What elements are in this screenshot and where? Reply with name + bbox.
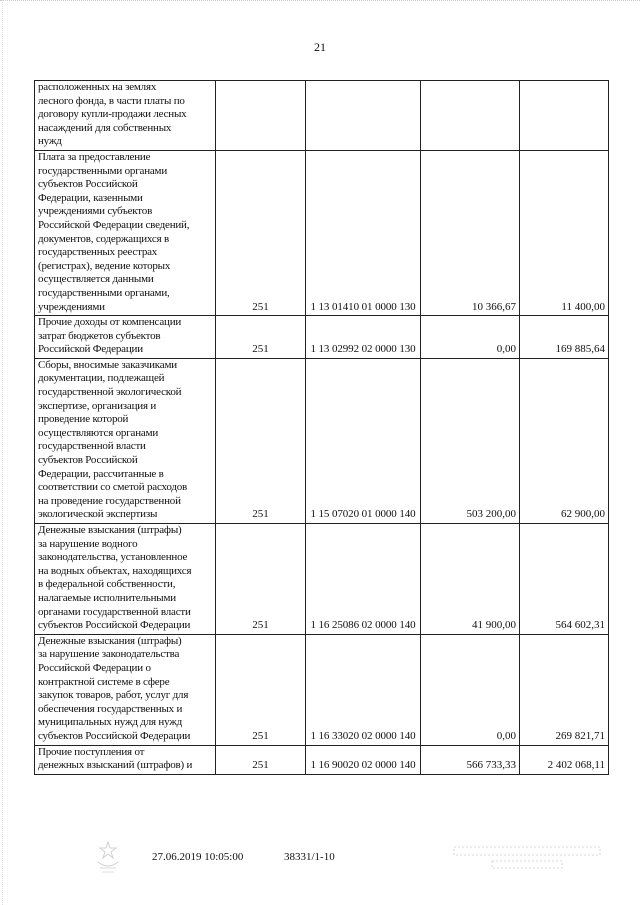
description-line: Прочие поступления от xyxy=(38,745,145,758)
description-line: Прочие доходы от компенсации xyxy=(38,316,182,329)
description-line: Российской Федерации сведений, xyxy=(38,218,190,231)
description-line: закупок товаров, работ, услуг для xyxy=(38,689,189,702)
footer-doc-number: 38331/1-10 xyxy=(284,851,335,863)
description-line: государственными органами xyxy=(38,164,168,177)
administrator-code: 251 xyxy=(216,150,306,315)
row-description xyxy=(35,358,216,523)
row-description xyxy=(35,316,216,359)
description-line: государственных реестрах xyxy=(38,246,158,259)
description-line: соответствии со сметой расходов xyxy=(38,481,188,494)
seal-logo xyxy=(94,840,122,874)
description-line: государственными органами, xyxy=(38,286,170,299)
administrator-code: 251 xyxy=(216,316,306,359)
table-row xyxy=(35,634,609,745)
description-line: государственной экологической xyxy=(38,386,182,399)
description-line: за нарушение законодательства xyxy=(38,648,180,661)
description-line: осуществляются органами xyxy=(38,426,159,439)
description-line: Плата за предоставление xyxy=(38,150,151,163)
description-line: затрат бюджетов субъектов xyxy=(38,329,161,342)
description-line: договору купли-продажи лесных xyxy=(38,108,187,121)
amount-current: 169 885,64 xyxy=(520,316,609,359)
budget-classification-code: 1 16 90020 02 0000 140 xyxy=(306,745,421,774)
description-line: осуществляется данными xyxy=(38,273,154,286)
description-line: субъектов Российской Федерации xyxy=(38,619,191,632)
footer-datetime: 27.06.2019 10:05:00 xyxy=(152,851,244,863)
description-line: субъектов Российской xyxy=(38,178,138,191)
description-line: экологической экспертизы xyxy=(38,508,158,521)
administrator-code xyxy=(216,81,306,151)
scan-left-edge xyxy=(2,0,4,905)
row-description xyxy=(35,745,216,774)
administrator-code: 251 xyxy=(216,745,306,774)
table-row xyxy=(35,316,609,359)
description-line: расположенных на землях xyxy=(38,81,157,93)
description-line: обеспечения государственных и xyxy=(38,702,183,715)
description-line: на водных объектах, находящихся xyxy=(38,564,192,577)
budget-classification-code: 1 16 25086 02 0000 140 xyxy=(306,524,421,635)
description-line: Денежные взыскания (штрафы) xyxy=(38,634,182,647)
description-line: на проведение государственной xyxy=(38,494,181,507)
description-line: Федерации, рассчитанные в xyxy=(38,467,164,480)
table-row xyxy=(35,81,609,151)
description-line: экспертизе, организация и xyxy=(38,399,157,412)
description-line: насаждений для собственных xyxy=(38,121,172,134)
amount-previous: 0,00 xyxy=(421,316,520,359)
row-description xyxy=(35,150,216,315)
description-line: Российской Федерации xyxy=(38,343,143,356)
description-line: документации, подлежащей xyxy=(38,372,165,385)
description-line: лесного фонда, в части платы по xyxy=(38,94,185,107)
amount-previous: 41 900,00 xyxy=(421,524,520,635)
row-description xyxy=(35,634,216,745)
page-number: 21 xyxy=(314,40,326,54)
description-line: за нарушение водного xyxy=(38,537,138,550)
description-line: (регистрах), ведение которых xyxy=(38,259,171,272)
description-line: нужд xyxy=(38,135,62,148)
description-line: муниципальных нужд для нужд xyxy=(38,716,183,729)
table-row xyxy=(35,150,609,315)
description-line: налагаемые исполнительными xyxy=(38,591,176,604)
watermark-stamp xyxy=(452,843,602,873)
table-row xyxy=(35,358,609,523)
row-description xyxy=(35,81,216,151)
description-line: денежных взысканий (штрафов) и xyxy=(38,759,193,772)
amount-current xyxy=(520,81,609,151)
description-line: учреждениями xyxy=(38,300,105,313)
amount-current: 62 900,00 xyxy=(520,358,609,523)
table-row xyxy=(35,745,609,774)
description-line: Российской Федерации о xyxy=(38,661,151,674)
description-line: контрактной системе в сфере xyxy=(38,675,170,688)
description-line: государственной власти xyxy=(38,440,146,453)
description-line: Денежные взыскания (штрафы) xyxy=(38,524,182,536)
revenue-table xyxy=(34,80,609,775)
amount-current: 564 602,31 xyxy=(520,524,609,635)
amount-current: 11 400,00 xyxy=(520,150,609,315)
amount-previous: 503 200,00 xyxy=(421,358,520,523)
description-line: Сборы, вносимые заказчиками xyxy=(38,358,177,371)
scan-top-edge xyxy=(0,0,640,5)
amount-previous: 566 733,33 xyxy=(421,745,520,774)
administrator-code: 251 xyxy=(216,524,306,635)
description-line: субъектов Российской xyxy=(38,454,138,467)
budget-classification-code: 1 13 02992 02 0000 130 xyxy=(306,316,421,359)
description-line: проведение которой xyxy=(38,413,129,426)
description-line: органами государственной власти xyxy=(38,605,191,618)
description-line: учреждениями субъектов xyxy=(38,205,153,218)
administrator-code: 251 xyxy=(216,634,306,745)
amount-previous: 0,00 xyxy=(421,634,520,745)
amount-current: 269 821,71 xyxy=(520,634,609,745)
table-row xyxy=(35,524,609,635)
budget-classification-code: 1 15 07020 01 0000 140 xyxy=(306,358,421,523)
amount-previous xyxy=(421,81,520,151)
description-line: в федеральной собственности, xyxy=(38,578,176,591)
budget-classification-code xyxy=(306,81,421,151)
administrator-code: 251 xyxy=(216,358,306,523)
description-line: субъектов Российской Федерации xyxy=(38,729,191,742)
budget-classification-code: 1 13 01410 01 0000 130 xyxy=(306,150,421,315)
description-line: документов, содержащихся в xyxy=(38,232,169,245)
amount-current: 2 402 068,11 xyxy=(520,745,609,774)
budget-classification-code: 1 16 33020 02 0000 140 xyxy=(306,634,421,745)
row-description xyxy=(35,524,216,635)
revenue-table-body xyxy=(35,81,609,775)
description-line: Федерации, казенными xyxy=(38,191,143,204)
amount-previous: 10 366,67 xyxy=(421,150,520,315)
description-line: законодательства, установленное xyxy=(38,551,188,564)
